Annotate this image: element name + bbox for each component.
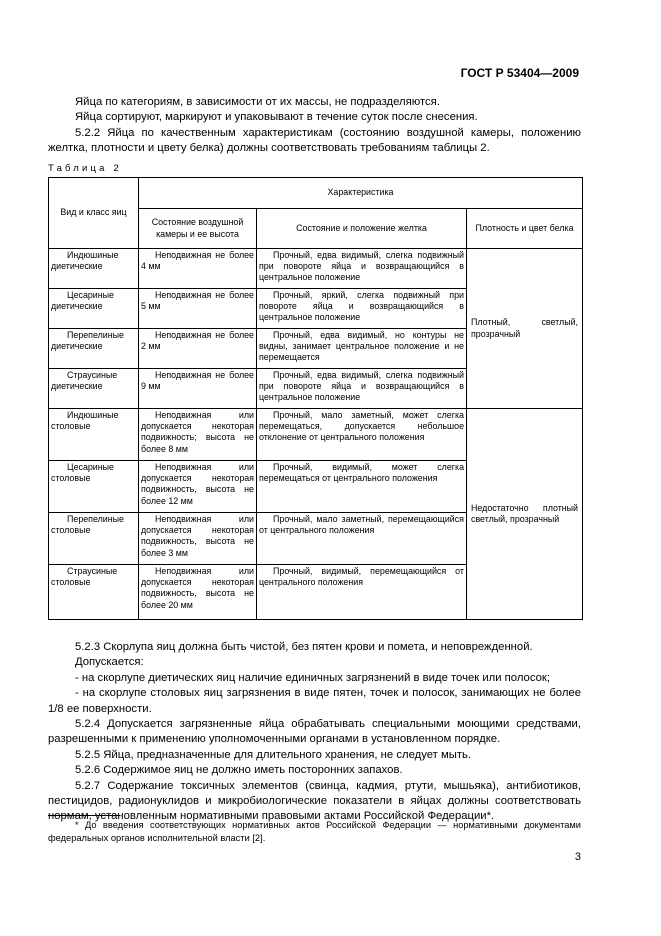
body-paragraph: 5.2.6 Содержимое яиц не должно иметь посторонних запахов. <box>75 764 403 777</box>
intro-text <box>48 95 581 157</box>
yolk-value: Прочный, мало заметный, может слегка перемещаться, допускается небольшое отклонение от центрального положения <box>257 409 467 461</box>
air-cell-value: Неподвижная не более 2 мм <box>139 329 257 369</box>
egg-kind: Индюшиные столовые <box>49 409 139 461</box>
egg-kind: Цесариные диетические <box>49 289 139 329</box>
footnote-text: * До введения соответствующих нормативных актов Российской Федерации — нормативными документами федеральных органов исполнительной власти [2]. <box>48 820 581 843</box>
table-head-kind: Вид и класс яиц <box>49 178 139 249</box>
white-value-diet: Плотный, светлый, прозрачный <box>467 249 583 409</box>
yolk-value: Прочный, едва видимый, слегка подвижный при повороте яйца и возвращающийся в центральное положение <box>257 249 467 289</box>
yolk-value: Прочный, едва видимый, слегка подвижный при повороте яйца и возвращающийся в центральное положение <box>257 369 467 409</box>
table-caption: Таблица 2 <box>48 163 122 174</box>
table-row <box>49 249 583 289</box>
body-paragraph: 5.2.3 Скорлупа яиц должна быть чистой, без пятен крови и помета, и неповрежденной. <box>75 641 533 653</box>
egg-kind: Перепелиные диетические <box>49 329 139 369</box>
egg-kind: Страусиные диетические <box>49 369 139 409</box>
document-header: ГОСТ Р 53404—2009 <box>460 66 579 80</box>
intro-paragraph: Яйца сортируют, маркируют и упаковывают в течение суток после снесения. <box>75 111 478 124</box>
page-number: 3 <box>574 851 581 863</box>
egg-kind: Страусиные столовые <box>49 565 139 620</box>
air-cell-value: Неподвижная или допускается некоторая подвижность, высота не более 12 мм <box>139 461 257 513</box>
yolk-value: Прочный, яркий, слегка подвижный при повороте яйца и возвращающийся в центральное положение <box>257 289 467 329</box>
yolk-value: Прочный, едва видимый, но контуры не видны, занимает центральное положение и не перемещается <box>257 329 467 369</box>
air-cell-value: Неподвижная или допускается некоторая подвижность, высота не более 20 мм <box>139 565 257 620</box>
yolk-value: Прочный, видимый, может слегка перемещаться от центрального положения <box>257 461 467 513</box>
table-row <box>49 409 583 461</box>
white-value-table: Недостаточно плотный светлый, прозрачный <box>467 409 583 620</box>
table-head-characteristic: Характеристика <box>139 178 583 209</box>
yolk-value: Прочный, видимый, перемещающийся от центрального положения <box>257 565 467 620</box>
body-paragraph: 5.2.4 Допускается загрязненные яйца обрабатывать специальными моющими средствами, разрешенными к применению уполномоченными органами в установленном порядке. <box>48 718 581 746</box>
body-paragraph: 5.2.5 Яйца, предназначенные для длительного хранения, не следует мыть. <box>75 748 472 761</box>
air-cell-value: Неподвижная или допускается некоторая подвижность; высота не более 8 мм <box>139 409 257 461</box>
table-head-white: Плотность и цвет белка <box>467 209 583 249</box>
table-head-yolk: Состояние и положение желтка <box>257 209 467 249</box>
body-paragraph: - на скорлупе столовых яиц загрязнения в виде пятен, точек и полосок, занимающих не более 1/8 ее поверхности. <box>48 687 581 715</box>
intro-paragraph: Яйца по категориям, в зависимости от их массы, не подразделяются. <box>75 96 440 108</box>
body-paragraph: - на скорлупе диетических яиц наличие единичных загрязнений в виде точек или полосок; <box>75 671 550 684</box>
footnote <box>48 819 581 844</box>
air-cell-value: Неподвижная не более 4 мм <box>139 249 257 289</box>
egg-kind: Индюшиные диетические <box>49 249 139 289</box>
egg-kind: Цесариные столовые <box>49 461 139 513</box>
air-cell-value: Неподвижная не более 5 мм <box>139 289 257 329</box>
body-text <box>48 640 581 825</box>
quality-table <box>48 177 583 620</box>
body-paragraph: Допускается: <box>75 656 144 669</box>
yolk-value: Прочный, мало заметный, перемещающийся от центрального положения <box>257 513 467 565</box>
air-cell-value: Неподвижная или допускается некоторая подвижность, высота не более 3 мм <box>139 513 257 565</box>
egg-kind: Перепелиные столовые <box>49 513 139 565</box>
table-head-air-cell: Состояние воздушной камеры и ее высота <box>139 209 257 249</box>
footnote-divider <box>48 815 120 816</box>
body-paragraph: 5.2.7 Содержание токсичных элементов (свинца, кадмия, ртути, мышьяка), антибиотиков, пестицидов, радионуклидов и микробиологические показатели в яйцах должны соответствовать нормам, установленным нормативными правовыми актами Российской Федерации*. <box>48 779 581 823</box>
intro-paragraph: 5.2.2 Яйца по качественным характеристикам (состоянию воздушной камеры, положению желтка, плотности и цвету белка) должны соответствовать требованиям таблицы 2. <box>48 126 581 155</box>
air-cell-value: Неподвижная не более 9 мм <box>139 369 257 409</box>
